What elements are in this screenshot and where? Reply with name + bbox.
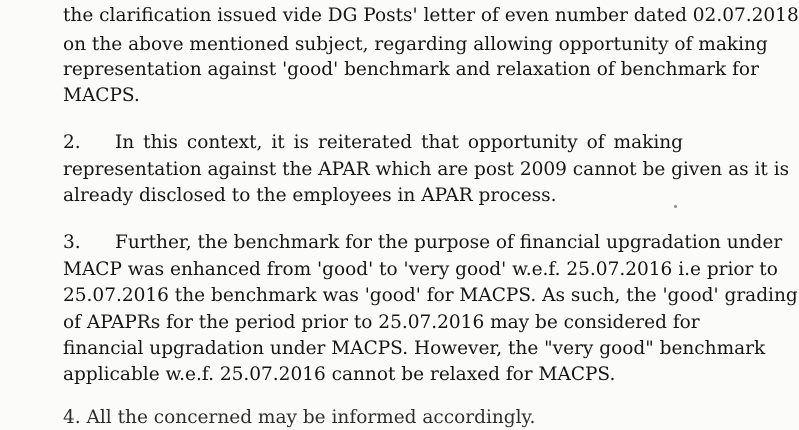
paragraph-2-line-3: already disclosed to the employees in APAR process. <box>63 185 557 206</box>
paragraph-3-line-2: MACP was enhanced from 'good' to 'very good' w.e.f. 25.07.2016 i.e prior to <box>63 259 778 280</box>
paragraph-3-line-5: financial upgradation under MACPS. However, the "very good" benchmark <box>63 338 766 359</box>
paragraph-2-line-1 <box>63 131 683 155</box>
paragraph-3-line-1 <box>63 231 783 255</box>
paragraph-3-line-4: of APAPRs for the period prior to 25.07.2016 may be considered for <box>63 312 700 333</box>
paragraph-4-text: 4. All the concerned may be informed accordingly. <box>63 407 536 428</box>
paragraph-2-number: 2. <box>63 132 81 153</box>
paragraph-3-line-6: applicable w.e.f. 25.07.2016 cannot be relaxed for MACPS. <box>63 364 616 385</box>
paragraph-4-partial-line <box>63 406 683 428</box>
scan-speck <box>674 205 677 208</box>
paragraph-1-line-3: representation against 'good' benchmark and relaxation of benchmark for <box>63 59 759 80</box>
paragraph-2-line-2: representation against the APAR which are post 2009 cannot be given as it is <box>63 159 790 180</box>
paragraph-1-line-2: on the above mentioned subject, regarding allowing opportunity of making <box>63 34 768 55</box>
paragraph-3-line-3: 25.07.2016 the benchmark was 'good' for MACPS. As such, the 'good' grading <box>63 285 798 306</box>
paragraph-1-line-1: the clarification issued vide DG Posts' letter of even number dated 02.07.2018 <box>63 5 799 26</box>
paragraph-3-first-text: Further, the benchmark for the purpose of financial upgradation under <box>115 232 783 253</box>
paragraph-2-first-text: In this context, it is reiterated that opportunity of making <box>115 132 683 153</box>
paragraph-1-line-4: MACPS. <box>63 85 140 106</box>
paragraph-3-number: 3. <box>63 232 81 253</box>
